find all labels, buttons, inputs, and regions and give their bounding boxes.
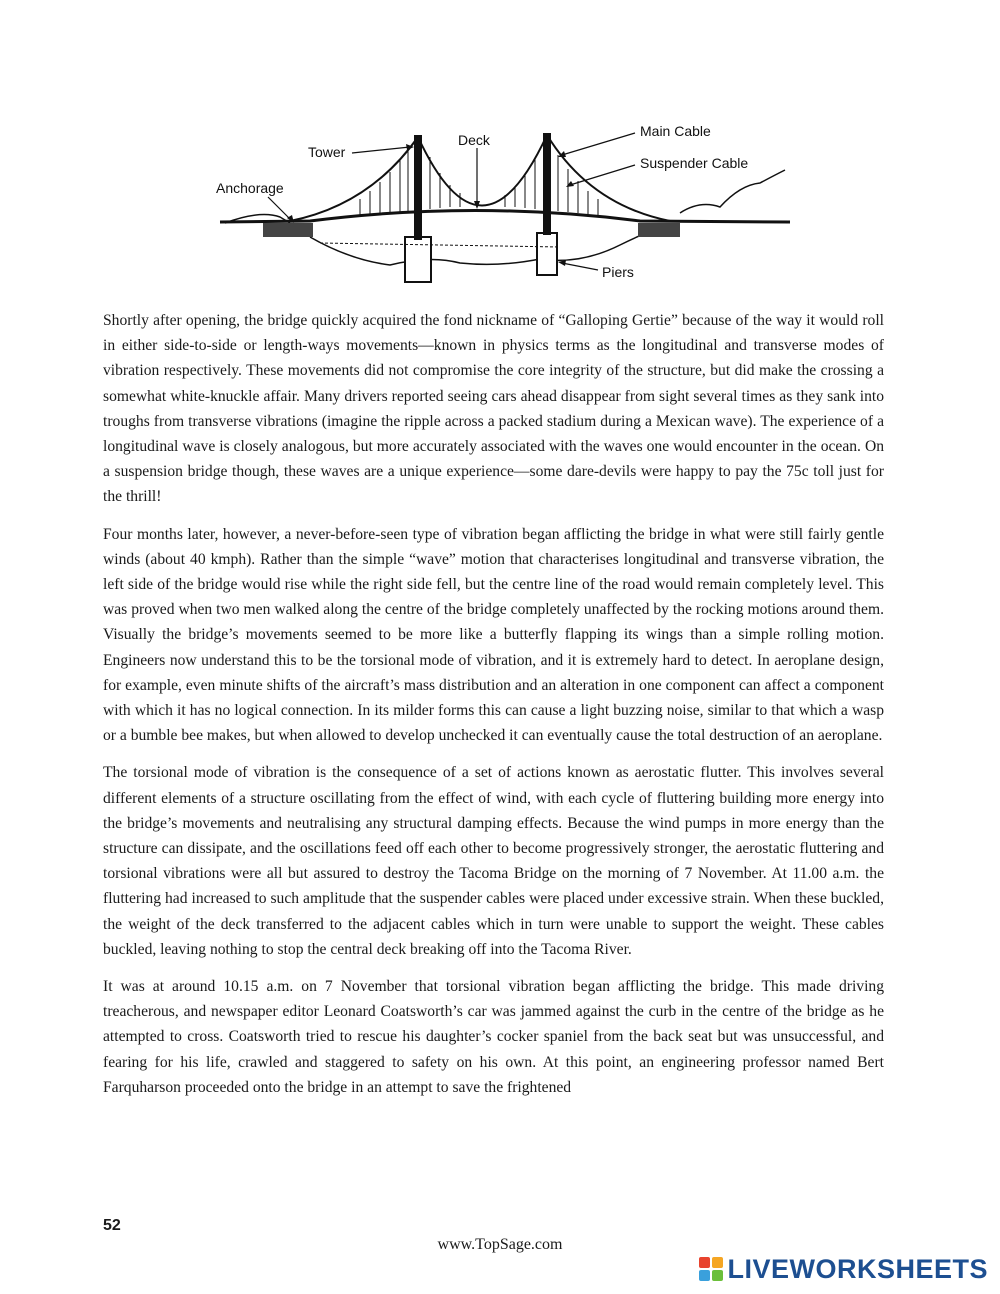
tower-right — [543, 133, 551, 235]
footer-url: www.TopSage.com — [437, 1236, 563, 1253]
paragraph-3: The torsional mode of vibration is the consequence of a set of actions known as aerostatic flutter. This involves several different elements of a structure oscillating from the effect of wind, with each cycle of fluttering building more energy into the bridge’s movements and neutralising any structural damping effects. Because the wind pumps in more energy than the structure can dissipate, and the oscillations feed off each other to become progressively stronger, the aerostatic fluttering and torsional vibrations were all but assured to destroy the Tacoma Bridge on the morning of 7 November. At 11.00 a.m. the fluttering had increased to such amplitude that the suspender cables were placed under excessive strain. When these buckled, the weight of the deck transferred to the adjacent cables which in turn were unable to support the weight. These cables buckled, leaving nothing to stop the central deck breaking off into the Tacoma River. — [103, 764, 884, 958]
anchorage-left — [263, 223, 313, 237]
anchorage-right — [638, 223, 680, 237]
tower-left — [414, 135, 422, 240]
page-number: 52 — [103, 1217, 121, 1234]
liveworksheets-logo[interactable] — [699, 1254, 988, 1284]
suspension-bridge-diagram — [200, 115, 800, 290]
pier-right — [537, 233, 557, 275]
logo-square-2 — [712, 1257, 723, 1268]
logo-square-3 — [699, 1270, 710, 1281]
terrain — [225, 170, 785, 265]
logo-square-1 — [699, 1257, 710, 1268]
label-suspender-cable: Suspender Cable — [640, 155, 749, 171]
paragraph-1: Shortly after opening, the bridge quickly acquired the fond nickname of “Galloping Gertie” because of the way it would roll in either side-to-side or length-ways movements—known in physics terms as the longitudinal and transverse modes of vibration respectively. These movements did not compromise the core integrity of the structure, but did make the crossing a somewhat white-knuckle affair. Many drivers reported seeing cars ahead disappear from sight several times as they sank into troughs from transverse vibrations (imagine the ripple across a packed stadium during a Mexican wave). The experience of a longitudinal wave is closely analogous, but more accurately associated with the waves one would encounter in the ocean. On a suspension bridge though, these waves are a unique experience—some dare-devils were happy to pay the 75c toll just for the thrill! — [103, 312, 884, 506]
paragraph-2: Four months later, however, a never-before-seen type of vibration began afflicting the bridge in what were still fairly gentle winds (about 40 kmph). Rather than the simple “wave” motion that characterises longitudinal and transverse vibration, the left side of the bridge would rise while the right side fell, but the centre line of the road would remain completely level. This was proved when two men walked along the centre of the bridge completely unaffected by the rocking motions around them. Visually the bridge’s movements seemed to be more like a butterfly flapping its wings than a simple rolling motion. Engineers now understand this to be the torsional mode of vibration, and it is extremely hard to detect. In aeroplane design, for example, even minute shifts of the aircraft’s mass distribution and an alteration in one component can affect a component with which it has no logical connection. In its milder forms this can cause a light buzzing noise, similar to that which a wasp or a bumble bee makes, but when allowed to develop unchecked it can eventually cause the total destruction of an aeroplane. — [103, 525, 884, 745]
logo-square-4 — [712, 1270, 723, 1281]
pier-left — [405, 237, 431, 282]
label-tower: Tower — [308, 144, 346, 160]
label-piers: Piers — [602, 264, 634, 280]
label-anchorage: Anchorage — [216, 180, 284, 196]
label-deck: Deck — [458, 132, 490, 148]
paragraph-4: It was at around 10.15 a.m. on 7 November that torsional vibration began afflicting the bridge. This made driving treacherous, and newspaper editor Leonard Coatsworth’s car was jammed against the curb in the centre of the bridge as he attempted to cross. Coatsworth tried to rescue his daughter’s cocker spaniel from the back seat but was unsuccessful, and fearing for his life, crawled and staggered to safety on his own. At this point, an engineering professor named Bert Farquharson proceeded onto the bridge in an attempt to save the frightened — [103, 978, 884, 1096]
label-main-cable: Main Cable — [640, 123, 711, 139]
liveworksheets-wordmark: LIVEWORKSHEETS — [727, 1253, 988, 1284]
liveworksheets-icon — [699, 1257, 723, 1281]
deck-line — [220, 211, 790, 223]
article-body — [103, 308, 884, 1112]
